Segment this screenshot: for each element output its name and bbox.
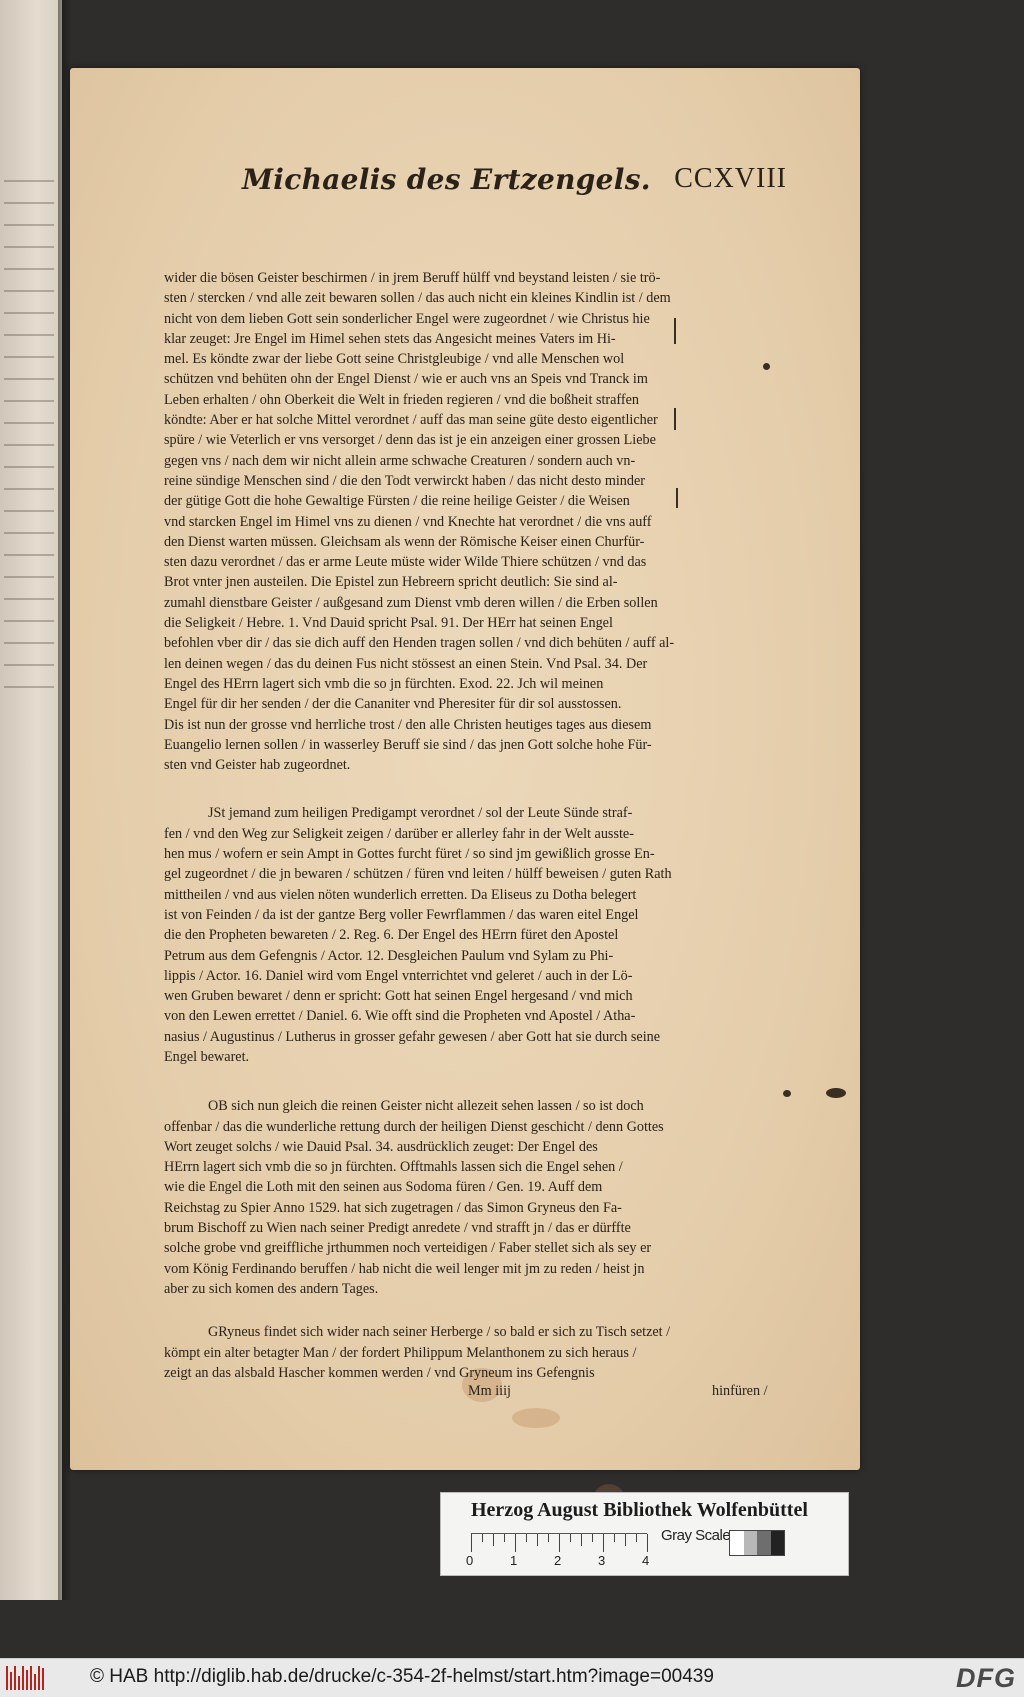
text-line: hen mus / wofern er sein Ampt in Gottes furcht füret / so sind jm gewißlich grosse En- [164, 846, 655, 863]
text-line: lippis / Actor. 16. Daniel wird vom Engel vnterrichtet vnd geleret / auch in der Lö- [164, 967, 633, 984]
source-link[interactable]: © HAB http://diglib.hab.de/drucke/c-354-2f-helmst/start.htm?image=00439 [90, 1666, 714, 1687]
text-line: aber zu sich komen des andern Tages. [164, 1280, 379, 1297]
folio-number: CCXVIII [674, 163, 787, 194]
text-line: GRyneus findet sich wider nach seiner Herberge / so bald er sich zu Tisch setzet / [208, 1324, 671, 1341]
text-line: JSt jemand zum heiligen Predigampt verordnet / sol der Leute Sünde straf- [208, 805, 633, 822]
text-line: köndte: Aber er hat solche Mittel verordnet / auff das man seine güte desto eigentlicher [164, 412, 658, 429]
text-line: Engel des HErrn lagert sich vmb die so jn fürchten. Exod. 22. Jch wil meinen [164, 675, 604, 692]
text-line: den Dienst warten müssen. Gleichsam als wenn der Römische Keiser einen Churfür- [164, 533, 645, 550]
dfg-logo: DFG [956, 1663, 1016, 1693]
text-line: gel zugeordnet / die jn bewaren / schützen / füren vnd leiten / hülff beweisen / guten Rath [164, 866, 672, 883]
text-line: Wort zeuget solchs / wie Dauid Psal. 34. ausdrücklich zeuget: Der Engel des [164, 1138, 598, 1155]
text-line: Engel bewaret. [164, 1048, 250, 1065]
color-target-card [440, 1492, 849, 1576]
ruler-number: 2 [554, 1553, 562, 1568]
body-text [164, 268, 784, 1403]
text-line: nicht von dem lieben Gott sein sonderlicher Engel were zugeordnet / wie Christus hie [164, 310, 650, 327]
catchword: hinfüren / [712, 1383, 768, 1400]
text-line: spüre / wie Veterlich er vns versorget / denn das ist je ein anzeigen einer grossen Liebe [164, 432, 656, 449]
hab-logo-icon [6, 1666, 46, 1690]
text-line: Euangelio lernen sollen / in wasserley Beruff sie sind / das jnen Gott solche hohe Für- [164, 736, 652, 753]
library-name: Herzog August Bibliothek Wolfenbüttel [471, 1499, 808, 1521]
paragraph [164, 1096, 784, 1116]
text-line: wie die Engel die Loth mit den seinen aus Sodoma füren / Gen. 19. Auff dem [164, 1179, 603, 1196]
text-line: vom König Ferdinando beruffen / hab nicht die weil lenger mit jm zu reden / heist jn [164, 1260, 645, 1277]
scale-ruler [471, 1533, 647, 1554]
gray-scale-label: Gray Scale [661, 1527, 731, 1544]
margin-mark [674, 318, 676, 344]
text-line: mittheilen / vnd aus vielen nöten wunderlich erretten. Da Eliseus zu Dotha belegert [164, 886, 637, 903]
text-line: die den Propheten bewareten / 2. Reg. 6. Der Engel des HErrn füret den Apostel [164, 927, 619, 944]
text-line: klar zeuget: Jre Engel im Himel sehen stets das Angesicht meines Vaters im Hi- [164, 330, 616, 347]
paragraph [164, 1322, 784, 1342]
paragraph-continuation [164, 1343, 784, 1384]
text-line: HErrn lagert sich vmb die so jn fürchten. Offtmahls lassen sich die Engel sehen / [164, 1159, 623, 1176]
gray-swatch [771, 1531, 785, 1555]
margin-mark [783, 1090, 791, 1097]
text-line: fen / vnd den Weg zur Seligkeit zeigen / darüber er allerley fahr in der Welt ausste- [164, 825, 634, 842]
text-line: Petrum aus dem Gefengnis / Actor. 12. Desgleichen Paulum vnd Sylam zu Phi- [164, 947, 614, 964]
page-header [242, 163, 787, 203]
text-line: schützen vnd behüten ohn der Engel Dienst / wie er auch vns an Speis vnd Tranck im [164, 371, 648, 388]
text-line: von den Lewen errettet / Daniel. 6. Wie offt sind die Propheten vnd Apostel / Atha- [164, 1008, 636, 1025]
text-line: brum Bischoff zu Wien nach seiner Predigt anredete / vnd strafft jn / das er dürffte [164, 1220, 631, 1237]
text-line: ist von Feinden / da ist der gantze Berg voller Fewrflammen / das waren eitel Engel [164, 906, 639, 923]
margin-mark [826, 1088, 846, 1098]
text-line: wider die bösen Geister beschirmen / in jrem Beruff hülff vnd beystand leisten / sie trö- [164, 270, 661, 286]
ruler-number: 1 [510, 1553, 518, 1568]
footer-bar [0, 1658, 1024, 1697]
text-line: sten / stercken / vnd alle zeit bewaren sollen / das auch nicht ein kleines Kindlin ist / dem [164, 290, 671, 307]
text-line: zeigt an das alsbald Hascher kommen werden / vnd Gryneum ins Gefengnis [164, 1364, 595, 1381]
margin-mark [763, 363, 770, 370]
text-line: befohlen vber dir / das sie dich auff den Henden tragen sollen / vnd dich behüten / auff al- [164, 635, 675, 652]
paragraph [164, 803, 784, 823]
text-line: Engel für dir her senden / der die Cananiter vnd Pheresiter für dir sol ausstossen. [164, 696, 622, 713]
signature-mark: Mm iiij [468, 1383, 511, 1400]
paragraph [164, 268, 784, 775]
text-line: zumahl dienstbare Geister / außgesand zum Dienst vmb deren willen / die Erben sollen [164, 594, 658, 611]
gray-swatch [757, 1531, 771, 1555]
text-line: kömpt ein alter betagter Man / der fordert Philippum Melanthonem zu sich heraus / [164, 1344, 637, 1361]
ruler-number: 0 [466, 1553, 474, 1568]
text-line: solche grobe vnd greiffliche jrthummen noch verteidigen / Faber stellet sich als sey er [164, 1240, 652, 1257]
bleed-through-text [0, 180, 58, 720]
paragraph-continuation [164, 1117, 784, 1300]
text-line: offenbar / das die wunderliche rettung durch der heiligen Dienst geschicht / denn Gottes [164, 1118, 664, 1135]
text-line: Reichstag zu Spier Anno 1529. hat sich zugetragen / das Simon Gryneus den Fa- [164, 1199, 622, 1216]
margin-mark [674, 408, 676, 430]
text-line: wen Gruben bewaret / denn er spricht: Gott hat seinen Engel hergesand / vnd mich [164, 988, 633, 1005]
running-head: Michaelis des Ertzengels. [242, 163, 651, 196]
text-line: mel. Es köndte zwar der liebe Gott seine Christgleubige / vnd alle Menschen wol [164, 351, 625, 368]
signature-line [164, 1383, 784, 1403]
text-line: reine sündige Menschen sind / die den Todt verwirckt haben / das nicht desto minder [164, 472, 646, 489]
text-line: gegen vns / nach dem wir nicht allein arme schwache Creaturen / sondern auch vn- [164, 452, 636, 469]
ruler-number: 4 [642, 1553, 650, 1568]
text-line: die Seligkeit / Hebre. 1. Vnd Dauid spricht Psal. 91. Der HErr hat seinen Engel [164, 615, 613, 632]
text-line: der gütige Gott die hohe Gewaltige Fürsten / die reine heilige Geister / die Weisen [164, 493, 630, 510]
text-line: Dis ist nun der grosse vnd herrliche trost / den alle Christen heutiges tages aus diesem [164, 716, 652, 733]
ruler-number: 3 [598, 1553, 606, 1568]
text-line: Leben erhalten / ohn Oberkeit die Welt in frieden regieren / vnd die boßheit straffen [164, 391, 640, 408]
text-line: vnd starcken Engel im Himel vns zu dienen / vnd Knechte hat verordnet / die vns auff [164, 513, 652, 530]
book-page [70, 68, 860, 1470]
ruler-numbers [466, 1553, 656, 1569]
gray-swatch [744, 1531, 758, 1555]
margin-mark [676, 488, 678, 508]
gray-swatches [729, 1530, 785, 1556]
text-line: len deinen wegen / das du deinen Fus nicht stössest an einen Stein. Vnd Psal. 34. Der [164, 655, 648, 672]
text-line: Brot vnter jnen austeilen. Die Epistel zun Hebreern spricht deutlich: Sie sind al- [164, 574, 618, 591]
gray-swatch [730, 1531, 744, 1555]
text-line: OB sich nun gleich die reinen Geister nicht allezeit sehen lassen / so ist doch [208, 1098, 644, 1115]
text-line: sten dazu verordnet / das er arme Leute müste wider Wilde Thiere schützen / vnd das [164, 554, 647, 571]
paragraph-continuation [164, 824, 784, 1068]
text-line: sten vnd Geister hab zugeordnet. [164, 757, 351, 774]
text-line: nasius / Augustinus / Lutherus in grosser gefahr gewesen / aber Gott hat sie durch seine [164, 1028, 661, 1045]
paper-stain [512, 1408, 560, 1428]
